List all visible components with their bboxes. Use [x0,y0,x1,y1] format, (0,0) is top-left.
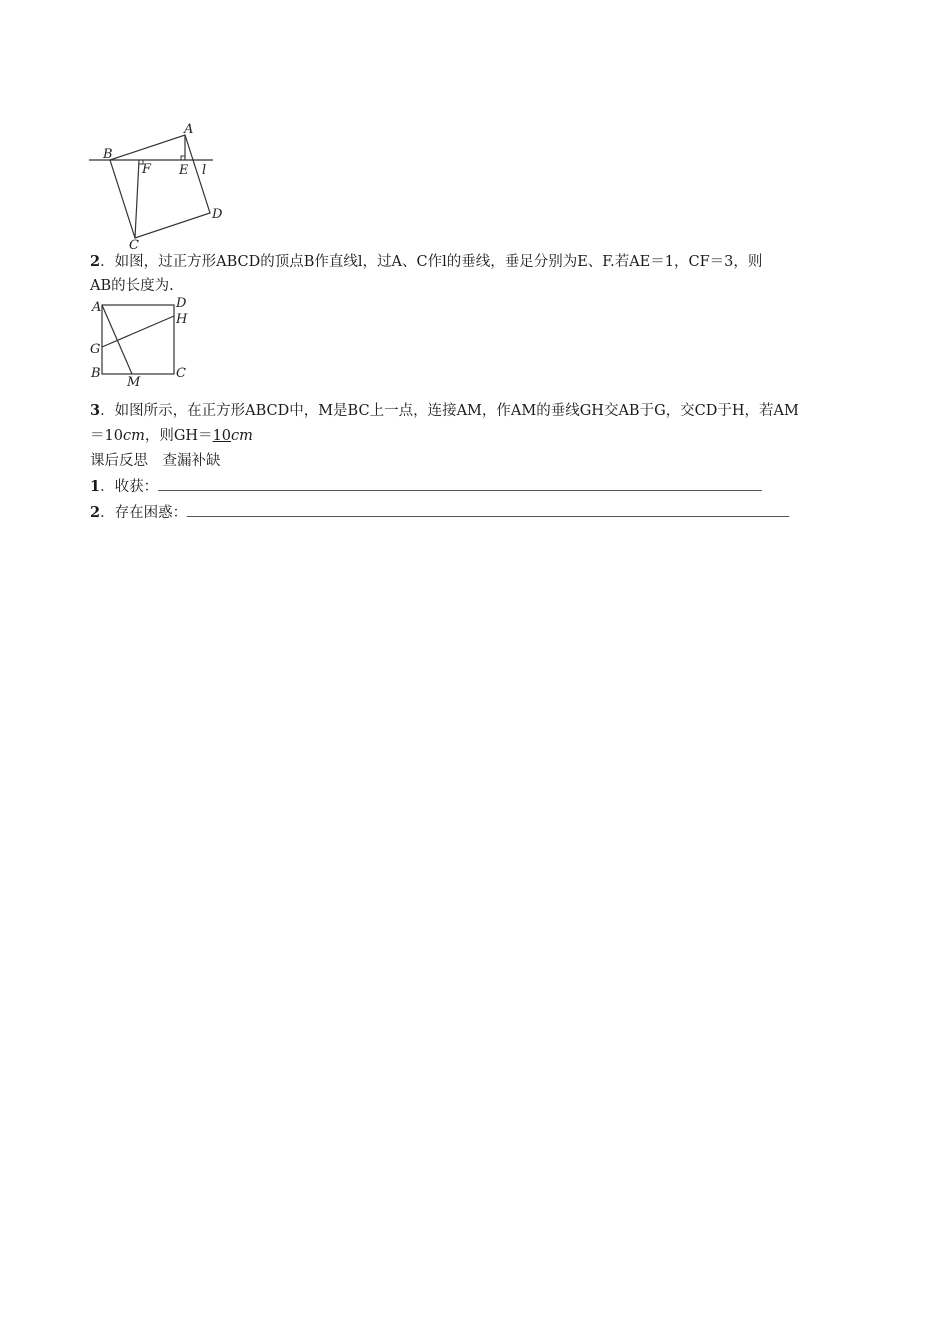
label-B: B [91,366,101,381]
question-3-prefix: ＝10 [90,428,123,444]
question-3-text: ．如图所示，在正方形ABCD中，M是BC上一点，连接AM，作AM的垂线GH交AB于G，交CD于H，若AM [100,403,799,419]
question-3-mid: ，则GH＝ [144,428,213,444]
label-D: D [176,296,187,311]
question-2-text: ．如图，过正方形ABCD的顶点B作直线l，过A、C作l的垂线，垂足分别为E、F.若AE＝1，CF＝3，则 [100,254,763,270]
question-3-answer-unit: cm [231,428,253,444]
label-G: G [90,342,101,357]
label-F: F [142,162,152,177]
question-3-number: 3 [90,402,101,419]
reflection-item-2 [90,502,789,523]
label-B: B [103,147,113,162]
figure-square-line-l [85,118,235,250]
question-2-line-2 [90,276,174,296]
question-2-number: 2 [90,253,101,270]
reflection-item-1-blank[interactable] [158,476,762,491]
label-A: A [92,300,102,315]
label-M: M [127,375,141,390]
reflection-item-1-number: 1 [90,478,101,495]
label-C: C [176,366,186,381]
reflection-item-2-label: ．存在困惑： [100,505,188,521]
label-D: D [212,207,223,222]
reflection-item-2-number: 2 [90,504,101,521]
label-H: H [176,312,188,327]
reflection-heading: 课后反思 查漏补缺 [90,453,221,469]
figure-square-am-gh [85,296,195,390]
label-E: E [179,163,189,178]
question-2-text-cont: AB的长度为. [90,278,174,294]
label-A: A [184,122,194,137]
question-2-line-1 [90,252,762,272]
label-C: C [129,238,139,250]
question-3-line-2 [90,426,253,446]
reflection-item-2-blank[interactable] [187,502,789,517]
reflection-item-1 [90,476,762,497]
question-3-unit: cm [122,428,145,444]
label-l: l [202,163,207,178]
question-3-answer: 10 [212,428,232,444]
reflection-item-1-label: ．收获： [100,479,159,495]
question-3-line-1 [90,401,799,421]
